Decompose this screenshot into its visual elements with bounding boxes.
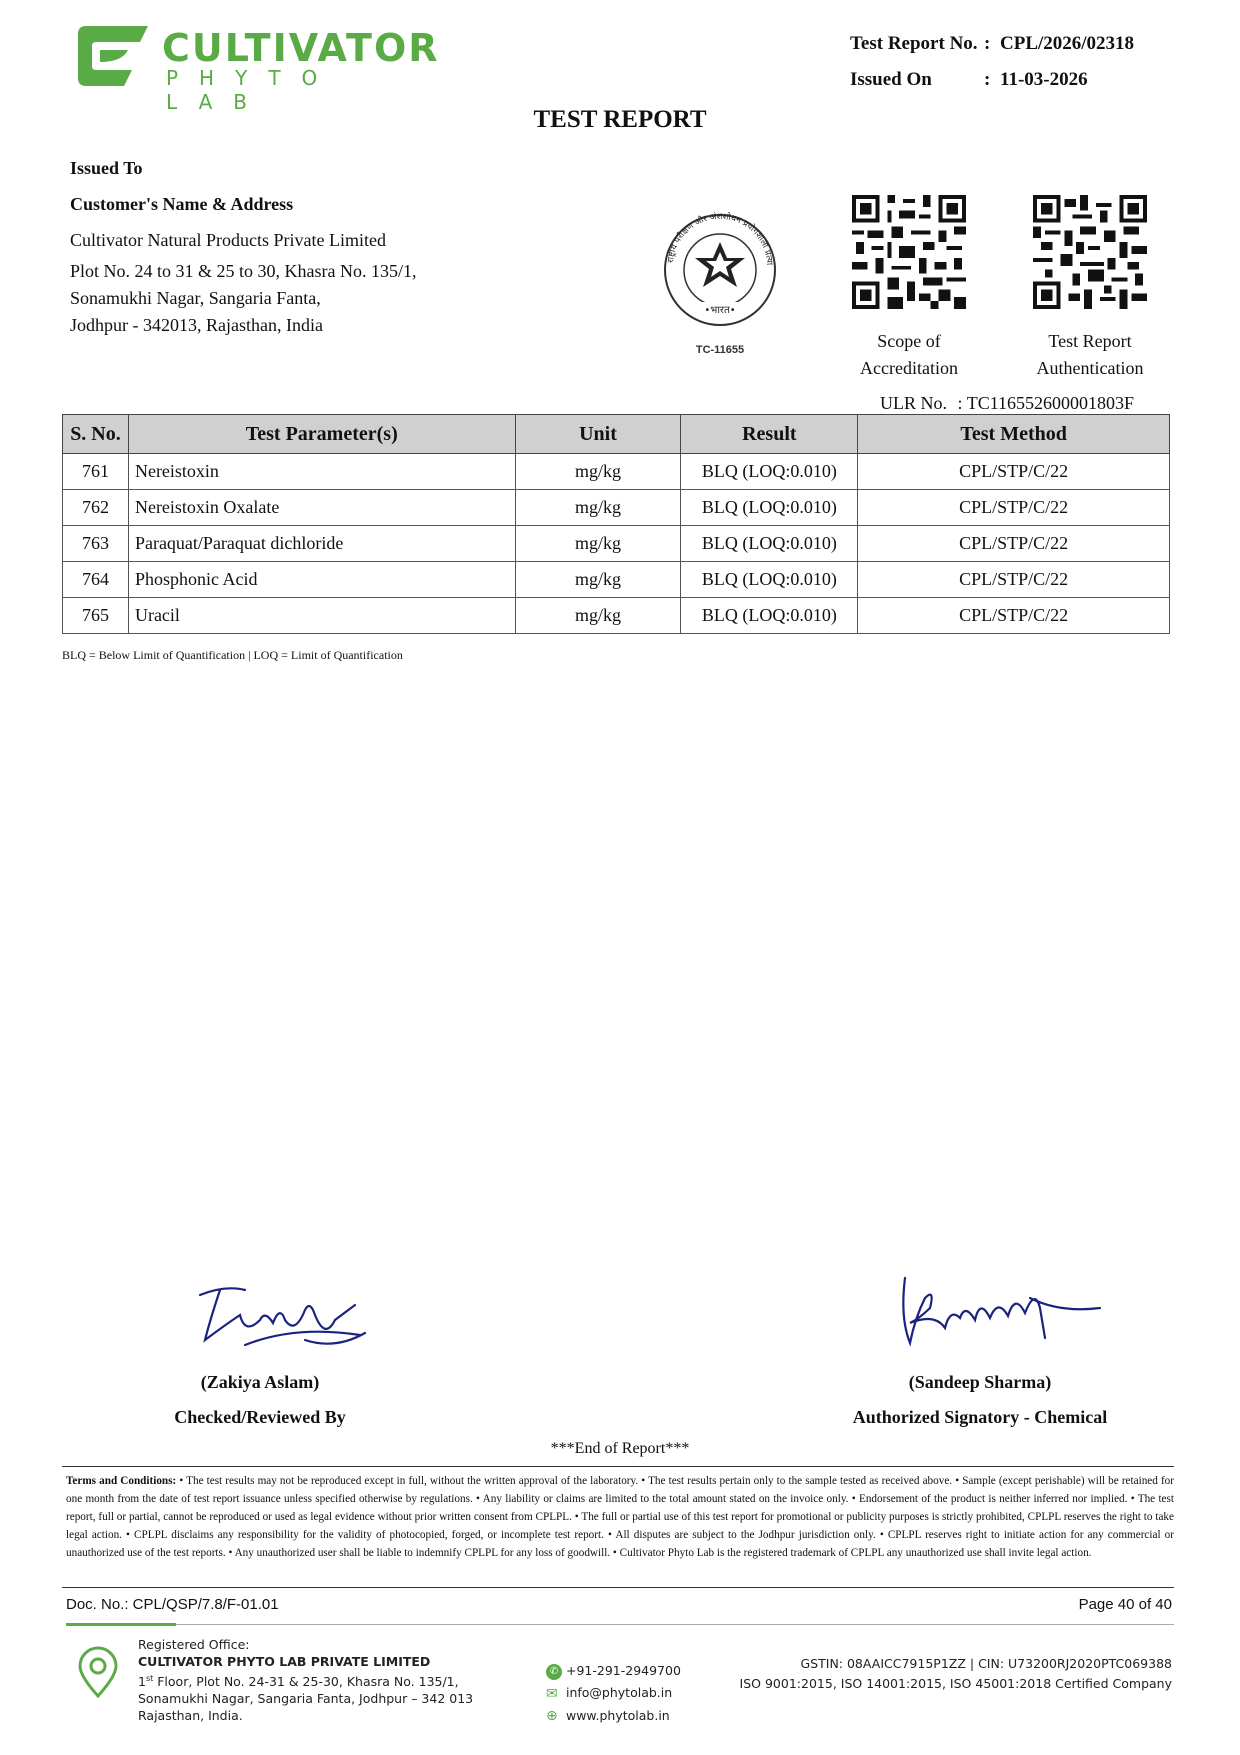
cell-unit: mg/kg	[515, 526, 681, 562]
ulr-label: ULR No.	[880, 393, 947, 413]
issued-on-sep: :	[984, 69, 991, 90]
caption-line: Accreditation	[860, 358, 958, 378]
signature-left-text: Zakiya	[185, 1265, 188, 1266]
table-row	[63, 526, 1170, 562]
caption-line: Test Report	[1048, 331, 1132, 351]
cell-parameter: Paraquat/Paraquat dichloride	[128, 526, 515, 562]
web-row	[546, 1705, 681, 1728]
registration-info	[740, 1654, 1172, 1694]
column-header: S. No.	[63, 415, 129, 454]
accreditation-seal	[655, 208, 785, 356]
brand-subtitle: PHYTO LAB	[166, 66, 339, 114]
phone-icon: ✆	[546, 1664, 562, 1680]
column-header: Unit	[515, 415, 681, 454]
cell-result: BLQ (LOQ:0.010)	[681, 526, 858, 562]
website[interactable]: www.phytolab.in	[565, 1707, 670, 1723]
iso-certifications: ISO 9001:2015, ISO 14001:2015, ISO 45001:2018 Certified Company	[739, 1676, 1172, 1691]
cell-method: CPL/STP/C/22	[858, 562, 1170, 598]
column-header: Test Method	[858, 415, 1170, 454]
cell-sno: 762	[63, 490, 129, 526]
office-company: CULTIVATOR PHYTO LAB PRIVATE LIMITED	[138, 1654, 431, 1669]
footer-accent-line	[66, 1623, 176, 1626]
phone-number[interactable]: +91-291-2949700	[565, 1663, 681, 1678]
footer-divider	[176, 1624, 1174, 1625]
caption-line: Authentication	[1036, 358, 1144, 378]
qr-code-icon[interactable]	[1033, 195, 1147, 309]
signature-right-text: Sandeep	[890, 1258, 894, 1259]
seal-arc-text: राष्ट्रीय परीक्षण और अंशशोधन प्रयोगशाला प्रत्या	[666, 211, 775, 266]
cell-unit: mg/kg	[515, 562, 681, 598]
cell-parameter: Uracil	[128, 598, 515, 634]
qr-scope-caption	[829, 328, 989, 382]
report-no-sep: :	[984, 33, 991, 54]
tc-number: TC-11655	[695, 344, 745, 356]
cell-sno: 764	[63, 562, 129, 598]
cell-result: BLQ (LOQ:0.010)	[681, 598, 858, 634]
email-icon: ✉	[546, 1685, 558, 1702]
customer-address	[70, 258, 417, 339]
office-line-sup: st	[145, 1674, 154, 1683]
cell-method: CPL/STP/C/22	[858, 598, 1170, 634]
table-row	[63, 598, 1170, 634]
signature-left-image	[185, 1265, 405, 1365]
table-header-row	[63, 415, 1170, 454]
company-logo	[70, 22, 440, 114]
office-line	[138, 1670, 473, 1690]
terms-label: Terms and Conditions:	[66, 1475, 177, 1487]
cell-parameter: Nereistoxin	[128, 454, 515, 490]
ulr-value: TC116552600001803F	[966, 393, 1135, 413]
customer-company: Cultivator Natural Products Private Limited	[70, 230, 386, 250]
customer-block	[70, 150, 386, 258]
globe-icon: ⊕	[546, 1708, 558, 1724]
address-line: Jodhpur - 342013, Rajasthan, India	[70, 315, 323, 335]
gstin-cin: GSTIN: 08AAICC7915P1ZZ | CIN: U73200RJ2020PTC069388	[800, 1656, 1172, 1671]
phone-row	[546, 1660, 681, 1682]
address-line: Sonamukhi Nagar, Sangaria Fanta,	[70, 288, 321, 308]
ulr-number	[880, 393, 1134, 414]
terms-and-conditions	[66, 1472, 1174, 1562]
cell-result: BLQ (LOQ:0.010)	[681, 562, 858, 598]
issued-to-label: Issued To	[70, 158, 143, 178]
cell-sno: 761	[63, 454, 129, 490]
end-of-report: ***End of Report***	[550, 1440, 690, 1457]
table-row	[63, 490, 1170, 526]
signatory-left-name: (Zakiya Aslam)	[200, 1372, 320, 1392]
cell-unit: mg/kg	[515, 490, 681, 526]
office-line-part: Floor, Plot No. 24-31 & 25-30, Khasra No. 135/1,	[153, 1674, 459, 1690]
page-title: TEST REPORT	[533, 106, 707, 133]
ulr-sep: :	[957, 393, 963, 413]
nabl-seal-icon	[655, 208, 785, 333]
issued-on-value: 11-03-2026	[1000, 69, 1088, 90]
table-footnote: BLQ = Below Limit of Quantification | LOQ = Limit of Quantification	[62, 648, 403, 662]
address-line: Plot No. 24 to 31 & 25 to 30, Khasra No. 135/1,	[70, 261, 417, 281]
divider	[62, 1587, 1174, 1588]
results-table	[62, 414, 1170, 634]
office-line-part: 1	[138, 1674, 146, 1690]
cell-method: CPL/STP/C/22	[858, 490, 1170, 526]
cell-parameter: Nereistoxin Oxalate	[128, 490, 515, 526]
registered-office	[138, 1636, 473, 1724]
cell-method: CPL/STP/C/22	[858, 526, 1170, 562]
location-pin-icon	[76, 1646, 120, 1698]
qr-auth-caption	[1010, 328, 1170, 382]
leaf-logo-icon	[70, 24, 150, 88]
cell-parameter: Phosphonic Acid	[128, 562, 515, 598]
table-row	[63, 454, 1170, 490]
cell-unit: mg/kg	[515, 598, 681, 634]
terms-text: • The test results may not be reproduced except in full, without the written approval of the laboratory. • The test results pertain only to the sample tested as received above. • Sample (except perishable) will be retained for one month from the date of test report issuance unless specified otherwise by regulations. • Any liability or claims are limited to the total amount stated on the invoice only. • Endorsement of the product is neither inferred nor implied. • The test report, full or partial, cannot be reproduced or used as legal evidence without prior written consent from CPLPL. • The full or partial use of this test report for promotional or publicity purposes is strictly prohibited, CPLPL reserves the right to take legal action. • CPLPL disclaims any responsibility for the validity of photocopied, forged, or incomplete test report. • All disputes are subject to the Jodhpur jurisdiction only. • CPLPL reserves right to initiate action for any commercial or unauthorized use of the test reports. • Any unauthorized user shall be liable to indemnify CPLPL for any loss of goodwill. • Cultivator Phyto Lab is the registered trademark of CPLPL any unauthorized use shall invite legal action.	[66, 1475, 1174, 1560]
page-number: Page 40 of 40	[1078, 1596, 1172, 1613]
cell-method: CPL/STP/C/22	[858, 454, 1170, 490]
report-no-value: CPL/2026/02318	[1000, 33, 1135, 54]
table-row	[63, 562, 1170, 598]
report-meta	[850, 26, 1170, 98]
seal-bottom-text: •भारत•	[704, 305, 736, 316]
signature-right-image	[890, 1258, 1110, 1358]
contact-block	[546, 1660, 681, 1727]
column-header: Test Parameter(s)	[128, 415, 515, 454]
signatory-left-role: Checked/Reviewed By	[174, 1407, 346, 1427]
signatory-right-name: (Sandeep Sharma)	[908, 1372, 1052, 1392]
brand-name: CULTIVATOR	[162, 26, 440, 70]
email-address[interactable]: info@phytolab.in	[565, 1685, 673, 1700]
column-header: Result	[681, 415, 858, 454]
qr-code-icon[interactable]	[852, 195, 966, 309]
signatory-right-role: Authorized Signatory - Chemical	[852, 1407, 1108, 1427]
cell-sno: 763	[63, 526, 129, 562]
cell-result: BLQ (LOQ:0.010)	[681, 454, 858, 490]
email-row	[546, 1682, 681, 1705]
cell-sno: 765	[63, 598, 129, 634]
office-label: Registered Office:	[138, 1637, 250, 1652]
report-no-label: Test Report No.	[850, 33, 978, 54]
document-number: Doc. No.: CPL/QSP/7.8/F-01.01	[66, 1596, 279, 1613]
issued-on-label: Issued On	[850, 69, 932, 90]
cell-unit: mg/kg	[515, 454, 681, 490]
office-line: Sonamukhi Nagar, Sangaria Fanta, Jodhpur – 342 013	[138, 1691, 474, 1707]
cell-result: BLQ (LOQ:0.010)	[681, 490, 858, 526]
divider	[62, 1466, 1174, 1467]
customer-name-address-label: Customer's Name & Address	[70, 194, 294, 214]
caption-line: Scope of	[877, 331, 941, 351]
office-line: Rajasthan, India.	[138, 1708, 243, 1724]
